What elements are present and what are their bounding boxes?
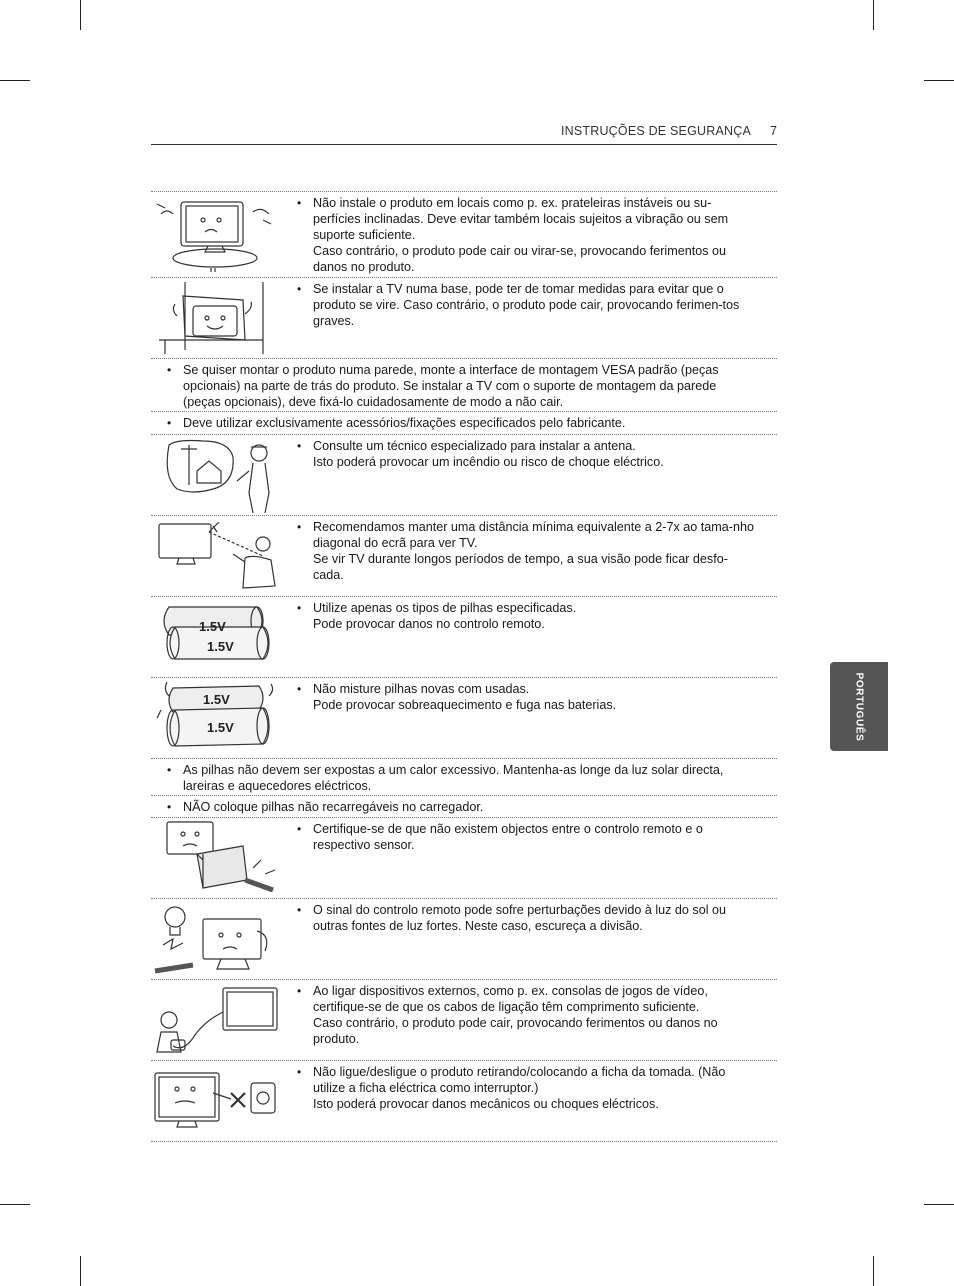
tv-shaking-icon	[153, 194, 281, 274]
item-text-secondary: Se vir TV durante longos períodos de tempo, a sua visão pode ficar desfo-cada.	[313, 552, 728, 582]
item-text: Não misture pilhas novas com usadas.	[313, 682, 530, 696]
item-text: As pilhas não devem ser expostas a um calor excessivo. Mantenha-as longe da luz solar directa, lareiras e aquecedores eléctricos.	[183, 763, 724, 793]
bullet-icon: •	[297, 520, 302, 534]
battery-label: 1.5V	[207, 720, 234, 735]
bullet-icon: •	[297, 984, 302, 998]
item-text: Se instalar a TV numa base, pode ter de tomar medidas para evitar que o produto se vire. Caso contrário, o produto pode cair, provocando ferimen-tos graves.	[313, 282, 740, 328]
item-text: Utilize apenas os tipos de pilhas especificadas.	[313, 601, 577, 615]
safety-item	[151, 817, 777, 898]
section-title: INSTRUÇÕES DE SEGURANÇA	[560, 124, 751, 138]
tv-fall-icon	[153, 280, 281, 356]
crop-mark	[924, 1204, 954, 1205]
bullet-icon: •	[167, 763, 172, 777]
safety-item	[151, 898, 777, 979]
bullet-icon: •	[167, 363, 172, 377]
item-text: Deve utilizar exclusivamente acessórios/fixações especificados pelo fabricante.	[183, 416, 626, 430]
item-text: Se quiser montar o produto numa parede, monte a interface de montagem VESA padrão (peças opcionais) na parte de trás do produto. Se instalar a TV com o suporte de montagem da parede (peças opcionais), deve fixá-lo cuidadosamente de modo a não cair.	[183, 363, 719, 409]
language-tab	[830, 662, 888, 751]
item-text: O sinal do controlo remoto pode sofre perturbações devido à luz do sol ou outras fontes de luz fortes. Neste caso, escureça a divisão.	[313, 903, 727, 933]
page-header	[151, 122, 777, 145]
page-number: 7	[770, 124, 777, 138]
bullet-icon: •	[297, 601, 302, 615]
safety-item	[151, 758, 777, 795]
battery-label: 1.5V	[207, 639, 234, 654]
battery-icon	[153, 599, 281, 675]
item-text-secondary: Pode provocar sobreaquecimento e fuga nas baterias.	[313, 698, 617, 712]
item-text-secondary: Pode provocar danos no controlo remoto.	[313, 617, 545, 631]
item-text: Certifique-se de que não existem objectos entre o controlo remoto e o respectivo sensor.	[313, 822, 703, 852]
safety-item	[151, 979, 777, 1060]
item-text: Recomendamos manter uma distância mínima equivalente a 2-7x ao tama-nho diagonal do ecrã para ver TV.	[313, 520, 755, 550]
crop-mark	[0, 80, 30, 81]
crop-mark	[80, 1256, 81, 1286]
bullet-icon: •	[297, 439, 302, 453]
crop-mark	[873, 1256, 874, 1286]
safety-item	[151, 191, 777, 277]
safety-item	[151, 358, 777, 411]
item-text: Consulte um técnico especializado para instalar a antena.	[313, 439, 636, 453]
bullet-icon: •	[297, 1065, 302, 1079]
bullet-icon: •	[297, 196, 302, 210]
crop-mark	[924, 80, 954, 81]
bullet-icon: •	[297, 682, 302, 696]
crop-mark	[0, 1204, 30, 1205]
safety-item	[151, 277, 777, 358]
safety-item	[151, 411, 777, 434]
remote-obstacle-icon	[153, 820, 281, 896]
crop-mark	[80, 0, 81, 30]
bullet-icon: •	[297, 822, 302, 836]
antenna-technician-icon	[153, 437, 281, 513]
item-text: Ao ligar dispositivos externos, como p. ex. consolas de jogos de vídeo, certifique-se de que os cabos de ligação têm comprimento suficiente.	[313, 984, 708, 1014]
item-text-secondary: Isto poderá provocar danos mecânicos ou choques eléctricos.	[313, 1097, 659, 1111]
light-interference-icon	[153, 901, 281, 977]
safety-item	[151, 677, 777, 758]
item-text: Não instale o produto em locais como p. ex. prateleiras instáveis ou su-perfícies inclinadas. Deve evitar também locais sujeitos a vibração ou sem suporte suficiente.	[313, 196, 729, 242]
bullet-icon: •	[297, 903, 302, 917]
safety-item	[151, 596, 777, 677]
bullet-icon: •	[297, 282, 302, 296]
crop-mark	[873, 0, 874, 30]
item-text: Não ligue/desligue o produto retirando/colocando a ficha da tomada. (Não utilize a ficha eléctrica como interruptor.)	[313, 1065, 726, 1095]
language-tab-label: PORTUGUÊS	[853, 672, 865, 741]
unplug-warning-icon	[153, 1063, 281, 1139]
safety-item	[151, 795, 777, 817]
item-text-secondary: Isto poderá provocar um incêndio ou risco de choque eléctrico.	[313, 455, 664, 469]
item-text-secondary: Caso contrário, o produto pode cair, provocando ferimentos ou danos no produto.	[313, 1016, 718, 1046]
safety-item	[151, 515, 777, 596]
old-battery-icon	[153, 680, 281, 756]
bullet-icon: •	[167, 416, 172, 430]
bullet-icon: •	[167, 800, 172, 814]
cable-length-icon	[153, 982, 281, 1058]
viewing-distance-icon	[153, 518, 281, 594]
item-text-secondary: Caso contrário, o produto pode cair ou virar-se, provocando ferimentos ou danos no produto.	[313, 244, 727, 274]
battery-label: 1.5V	[199, 619, 226, 634]
item-text: NÃO coloque pilhas não recarregáveis no carregador.	[183, 800, 484, 814]
battery-label: 1.5V	[203, 692, 230, 707]
safety-item	[151, 434, 777, 515]
safety-item	[151, 1060, 777, 1142]
